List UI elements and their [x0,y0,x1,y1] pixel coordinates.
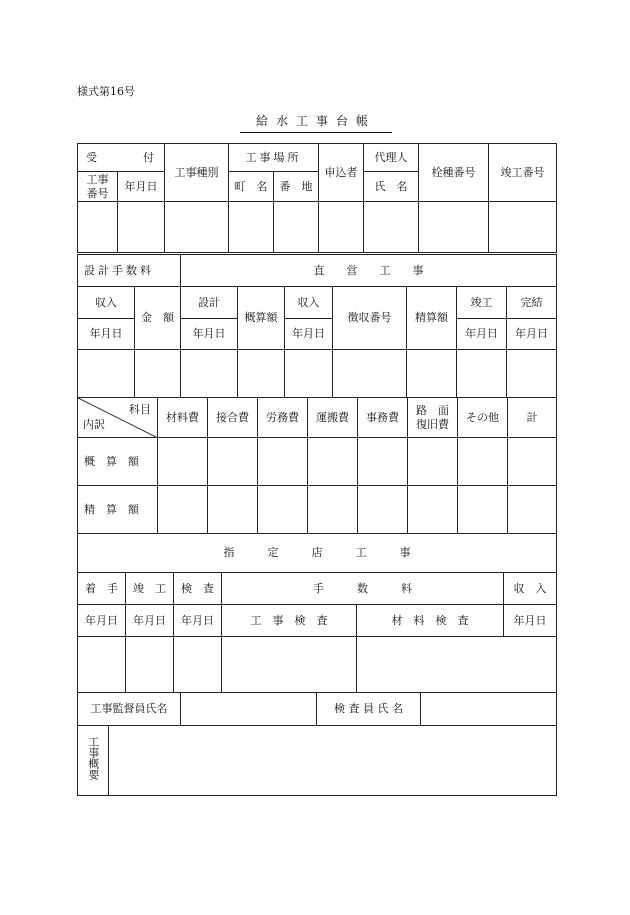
sonota-header: その他 [458,398,508,438]
tesuryo-header: 手 数 料 [222,573,504,605]
banchi-header: 番 地 [274,172,319,202]
cell[interactable] [508,438,557,486]
zairyohi-header: 材料費 [158,398,208,438]
shimei-header: 氏 名 [364,172,419,202]
cell[interactable] [118,202,165,253]
cell[interactable] [158,438,208,486]
kensain-name-cell[interactable] [421,693,557,726]
koji-basho-header: 工事場所 [229,144,319,172]
romen-label: 路 面 [416,403,449,417]
koji-shubetsu-header: 工事種別 [165,144,229,202]
nengappi-header: 年月日 [285,319,333,350]
nengappi-header: 年月日 [118,172,165,202]
unpanhi-header: 運搬費 [308,398,358,438]
cell[interactable] [457,350,507,398]
dairinin-header: 代理人 [364,144,419,172]
kanketsu-header: 完結 [507,287,557,319]
cell[interactable] [258,486,308,534]
cell[interactable] [357,637,557,693]
kamoku-label: 科目 [129,403,151,416]
cell[interactable] [181,350,238,398]
cost-breakdown-table [77,397,557,534]
romuhi-header: 労務費 [258,398,308,438]
cell[interactable] [358,438,408,486]
cell[interactable] [407,350,457,398]
nengappi-header: 年月日 [78,319,135,350]
sekkei-tesuryo-header: 設計手数料 [78,255,181,287]
cell[interactable] [319,202,364,253]
koji-gaiyo-cell[interactable] [109,726,557,796]
shunko-header: 竣 工 [126,573,174,605]
uketsuke-char-1: 受 [86,150,97,164]
nengappi-header: 年月日 [126,605,174,637]
uchiwake-label: 内訳 [83,418,105,432]
cell[interactable] [508,486,557,534]
chokuei-koji-header: 直 営 工 事 [181,255,557,287]
cell[interactable] [126,637,174,693]
cell[interactable] [408,438,458,486]
cell[interactable] [458,486,508,534]
zairyo-kensa-header: 材 料 検 査 [357,605,504,637]
koji-kensa-header: 工 事 検 査 [222,605,357,637]
cell[interactable] [78,350,135,398]
kensain-name-label: 検 査 員 氏 名 [317,693,421,726]
choshu-bango-header: 徴収番号 [333,287,407,350]
gaisangaku-header: 概算額 [238,287,285,350]
cell[interactable] [419,202,489,253]
cell[interactable] [238,350,285,398]
cell[interactable] [208,486,258,534]
sen-shu-bango-header: 栓種番号 [419,144,489,202]
shunyu-header: 収 入 [504,573,557,605]
form-number: 様式第16号 [77,85,135,98]
kensa-header: 検 査 [174,573,222,605]
cell[interactable] [258,438,308,486]
cell[interactable] [208,438,258,486]
kingaku-header: 金 額 [135,287,181,350]
seisangaku-header: 精算額 [407,287,457,350]
nengappi-header: 年月日 [174,605,222,637]
shunyu-header-2: 収入 [285,287,333,319]
cell[interactable] [408,486,458,534]
jimuhi-header: 事務費 [358,398,408,438]
cell[interactable] [78,637,126,693]
cell[interactable] [135,350,181,398]
nengappi-header: 年月日 [181,319,238,350]
direct-construction-table [77,254,557,398]
kamoku-uchiwake-header [78,398,158,438]
nengappi-header: 年月日 [457,319,507,350]
shitei-ten-koji-header: 指 定 店 工 事 [78,534,557,573]
gaisan-row-label: 概 算 額 [78,438,158,486]
kantoku-name-cell[interactable] [181,693,317,726]
cell[interactable] [308,486,358,534]
page-title: 給水工事台帳 [240,112,392,133]
koji-gaiyo-label [78,726,109,796]
cell[interactable] [285,350,333,398]
cell[interactable] [458,438,508,486]
cell[interactable] [174,637,222,693]
sekkei-header: 設計 [181,287,238,319]
setsugohi-header: 接合費 [208,398,258,438]
romen-fukkyuhi-header [408,398,458,438]
cell[interactable] [222,637,357,693]
cell[interactable] [333,350,407,398]
uketsuke-char-2: 付 [143,150,154,164]
reception-table [77,143,557,253]
chakushu-header: 着 手 [78,573,126,605]
kei-header: 計 [508,398,557,438]
nengappi-header: 年月日 [78,605,126,637]
cell[interactable] [158,486,208,534]
nengappi-header: 年月日 [504,605,557,637]
cho-mei-header: 町 名 [229,172,274,202]
cell[interactable] [358,486,408,534]
cell[interactable] [274,202,319,253]
uketsuke-header [78,144,165,172]
kantoku-name-label: 工事監督員氏名 [78,693,181,726]
cell[interactable] [364,202,419,253]
cell[interactable] [229,202,274,253]
inspector-table [77,692,557,796]
seisan-row-label: 精 算 額 [78,486,158,534]
cell[interactable] [507,350,557,398]
designated-contractor-table [77,533,557,693]
cell[interactable] [489,202,557,253]
cell[interactable] [165,202,229,253]
cell[interactable] [78,202,118,253]
cell[interactable] [308,438,358,486]
koji-gaiyo-text: 工事概要 [86,736,100,780]
shunyu-header: 収入 [78,287,135,319]
moushikomisha-header: 申込者 [319,144,364,202]
koji-bango-header: 工事番号 [78,172,118,202]
shunko-bango-header: 竣工番号 [489,144,557,202]
shunko-header: 竣工 [457,287,507,319]
nengappi-header: 年月日 [507,319,557,350]
fukkyuhi-label: 復旧費 [416,417,449,431]
